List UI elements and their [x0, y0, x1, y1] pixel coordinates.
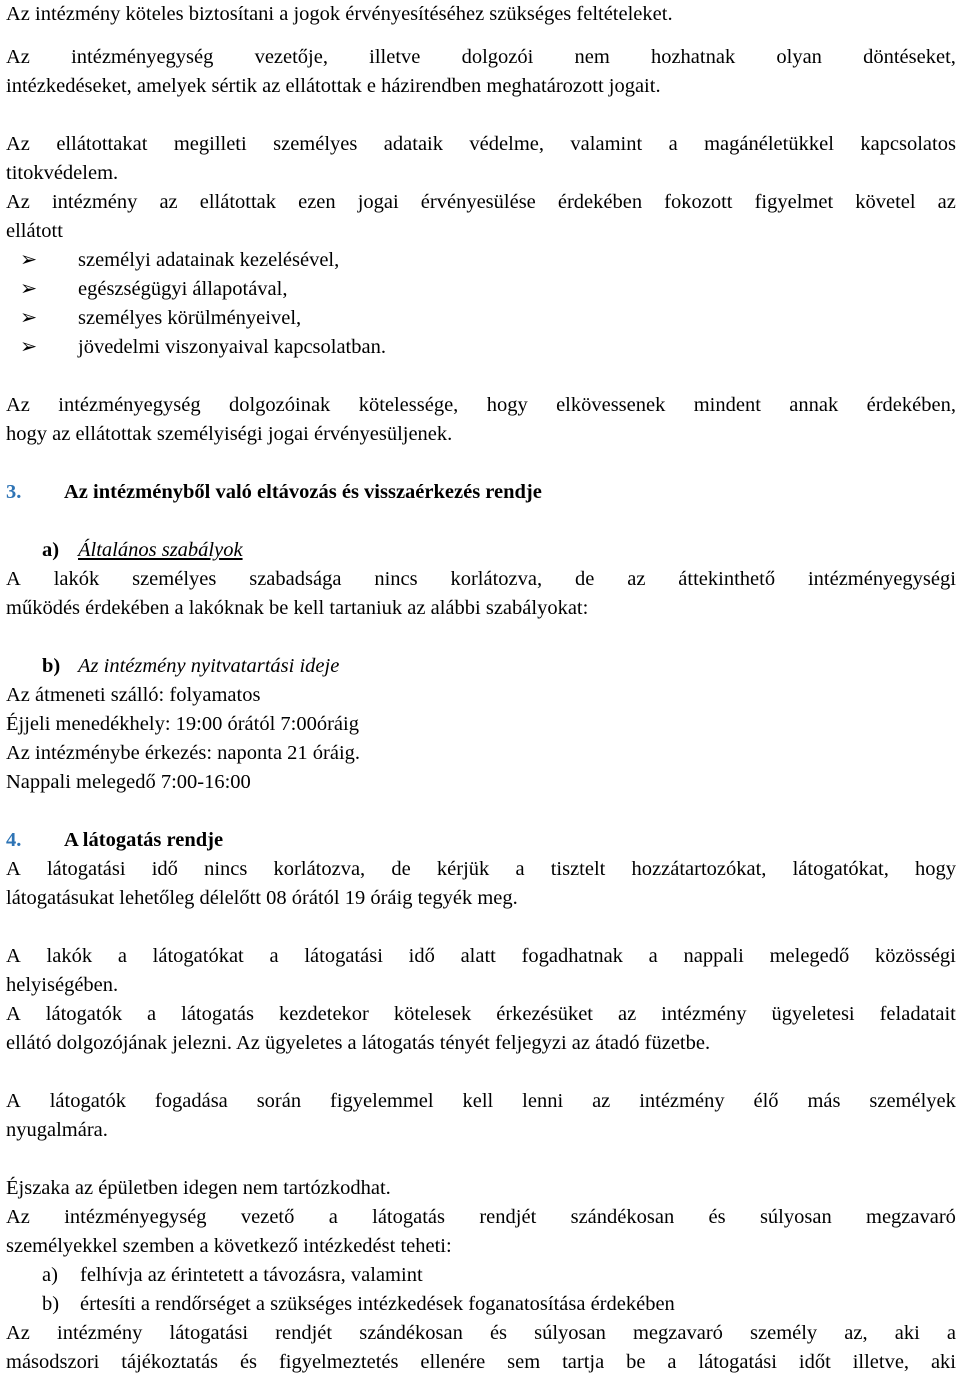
subheading-opening-hours: b) Az intézmény nyitvatartási ideje [42, 655, 340, 677]
subheading-general-rules: a) Általános szabályok [42, 539, 243, 561]
hours-line: Az átmeneti szálló: folyamatos [6, 684, 261, 706]
paragraph-disturber-line2: másodszori tájékoztatás és figyelmeztetés ellenére sem tartja be a látogatási időt illetve, aki [6, 1351, 956, 1373]
list-item: ➢ jövedelmi viszonyaival kapcsolatban. [6, 333, 956, 362]
arrow-bullet-icon: ➢ [20, 278, 38, 300]
list-item: b) értesíti a rendőrséget a szükséges intézkedések foganatosítása érdekében [42, 1293, 675, 1315]
paragraph-privacy-line1: Az ellátottakat megilleti személyes adataik védelme, valamint a magánéletükkel kapcsolatos [6, 133, 956, 155]
list-item: ➢ személyes körülményeivel, [6, 304, 956, 333]
paragraph-disturbance-line1: Az intézményegység vezető a látogatás rendjét szándékosan és súlyosan megzavaró [6, 1206, 956, 1228]
paragraph-decisions-line1: Az intézményegység vezetője, illetve dolgozói nem hozhatnak olyan döntéseket, [6, 46, 956, 68]
list-item: ➢ egészségügyi állapotával, [6, 275, 956, 304]
paragraph-quiet-line1: A látogatók fogadása során figyelemmel kell lenni az intézmény élő más személyek [6, 1090, 956, 1112]
paragraph-receive-visitors-line1: A lakók a látogatókat a látogatási idő alatt fogadhatnak a nappali melegedő közösségi [6, 945, 956, 967]
arrow-bullet-icon: ➢ [20, 307, 38, 329]
paragraph-attention-line1: Az intézmény az ellátottak ezen jogai érvényesülése érdekében fokozott figyelmet követel az [6, 191, 956, 213]
hours-line: Nappali melegedő 7:00-16:00 [6, 771, 251, 793]
paragraph-disturber-line1: Az intézmény látogatási rendjét szándékosan és súlyosan megzavaró személy az, aki a [6, 1322, 956, 1344]
hours-line: Az intézménybe érkezés: naponta 21 óráig. [6, 742, 361, 764]
paragraph-report-arrival-line1: A látogatók a látogatás kezdetekor kötelesek érkezésüket az intézmény ügyeletesi feladatait [6, 1003, 956, 1025]
paragraph-decisions-line2: intézkedéseket, amelyek sértik az ellátottak e házirendben meghatározott jogait. [6, 75, 661, 97]
paragraph-visiting-time-line2: látogatásukat lehetőleg délelőtt 08 órától 19 óráig tegyék meg. [6, 887, 518, 909]
paragraph-duties-line1: Az intézményegység dolgozóinak kötelessége, hogy elkövessenek mindent annak érdekében, [6, 394, 956, 416]
paragraph-attention-line2: ellátott [6, 220, 63, 242]
section-heading-3: 3. Az intézményből való eltávozás és visszaérkezés rendje [6, 481, 542, 503]
list-item: ➢ személyi adatainak kezelésével, [6, 246, 956, 275]
list-item: a) felhívja az érintetett a távozásra, valamint [42, 1264, 423, 1286]
section-heading-4: 4. A látogatás rendje [6, 829, 224, 851]
paragraph-freedom-line2: működés érdekében a lakóknak be kell tartaniuk az alábbi szabályokat: [6, 597, 589, 619]
paragraph-visiting-time-line1: A látogatási idő nincs korlátozva, de kérjük a tisztelt hozzátartozókat, látogatókat, hogy [6, 858, 956, 880]
paragraph-night-rule: Éjszaka az épületben idegen nem tartózkodhat. [6, 1177, 391, 1199]
paragraph-receive-visitors-line2: helyiségében. [6, 974, 119, 996]
paragraph-quiet-line2: nyugalmára. [6, 1119, 108, 1141]
paragraph-freedom-line1: A lakók személyes szabadsága nincs korlátozva, de az áttekinthető intézményegységi [6, 568, 956, 590]
paragraph-report-arrival-line2: ellátó dolgozójának jelezni. Az ügyeletes a látogatás tényét feljegyzi az átadó füzetbe. [6, 1032, 711, 1054]
arrow-bullet-icon: ➢ [20, 249, 38, 271]
paragraph-privacy-line2: titokvédelem. [6, 162, 119, 184]
hours-line: Éjjeli menedékhely: 19:00 órától 7:00óráig [6, 713, 359, 735]
paragraph-rights-conditions: Az intézmény köteles biztosítani a jogok érvényesítéséhez szükséges feltételeket. [6, 3, 673, 25]
paragraph-duties-line2: hogy az ellátottak személyiségi jogai érvényesüljenek. [6, 423, 453, 445]
paragraph-disturbance-line2: személyekkel szemben a következő intézkedést teheti: [6, 1235, 452, 1257]
arrow-bullet-icon: ➢ [20, 336, 38, 358]
document-page [6, 0, 956, 1377]
